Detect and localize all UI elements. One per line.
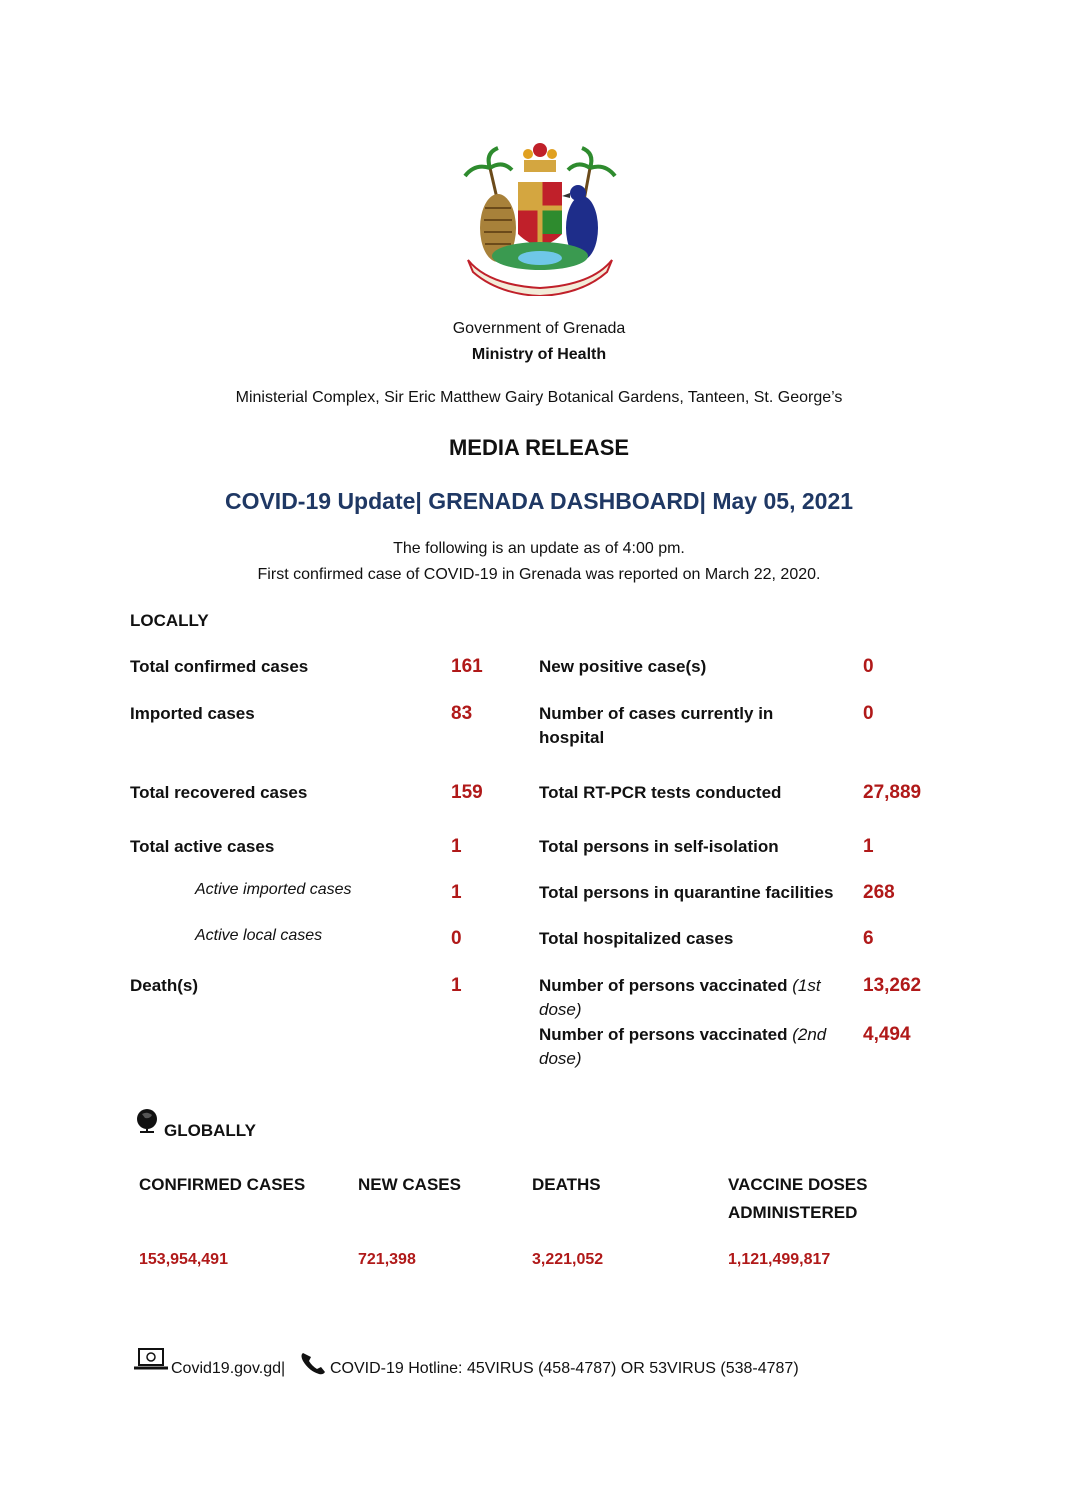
global-heading: GLOBALLY: [164, 1121, 256, 1140]
local-left-label: Death(s): [130, 976, 199, 995]
phone-icon: [299, 1350, 327, 1376]
local-left-label: Imported cases: [130, 704, 255, 723]
label-paren: (1st: [792, 976, 821, 995]
global-header-vaccines: [728, 1171, 868, 1227]
global-header-new: NEW CASES: [358, 1175, 461, 1194]
global-value-confirmed: 153,954,491: [139, 1251, 228, 1268]
label-line: dose): [539, 1000, 582, 1019]
intro-line-2: First confirmed case of COVID-19 in Grenada was reported on March 22, 2020.: [257, 566, 821, 583]
local-left-sublabel: Active local cases: [195, 927, 323, 944]
local-right-label: Total persons in self-isolation: [539, 837, 779, 856]
local-left-value: 1: [451, 882, 462, 903]
local-right-label: Total hospitalized cases: [539, 929, 734, 948]
local-left-value: 0: [451, 928, 462, 949]
label-main: Number of persons vaccinated: [539, 976, 788, 995]
globe-icon: [134, 1108, 160, 1138]
ministry-name: Ministry of Health: [471, 346, 607, 363]
label-main: Number of persons vaccinated: [539, 1025, 788, 1044]
local-left-value: 1: [451, 975, 462, 996]
local-left-label: Total confirmed cases: [130, 657, 309, 676]
hotline-text: COVID-19 Hotline: 45VIRUS (458-4787) OR 53VIRUS (538-4787): [330, 1360, 799, 1377]
local-right-label: [539, 1023, 839, 1071]
local-right-label: New positive case(s): [539, 657, 707, 676]
global-header-deaths: DEATHS: [532, 1175, 601, 1194]
local-left-value: 83: [451, 703, 473, 724]
local-right-value: 0: [863, 703, 874, 724]
local-right-label: Total RT-PCR tests conducted: [539, 783, 782, 802]
local-right-value: 4,494: [863, 1024, 911, 1045]
local-left-value: 161: [451, 656, 483, 677]
page-title: COVID-19 Update| GRENADA DASHBOARD| May 05, 2021: [224, 488, 854, 514]
label-line: dose): [539, 1049, 582, 1068]
label-line: hospital: [539, 728, 605, 747]
label-line: Number of cases currently in: [539, 704, 774, 723]
global-value-vaccines: 1,121,499,817: [728, 1251, 831, 1268]
local-right-label: [539, 702, 839, 750]
local-right-value: 6: [863, 928, 874, 949]
header-line: ADMINISTERED: [728, 1203, 858, 1222]
local-left-value: 1: [451, 836, 462, 857]
local-right-value: 13,262: [863, 975, 922, 996]
intro-line-1: The following is an update as of 4:00 pm.: [393, 540, 685, 557]
local-heading: LOCALLY: [130, 611, 209, 630]
header-line: VACCINE DOSES: [728, 1175, 868, 1194]
local-left-sublabel: Active imported cases: [195, 881, 352, 898]
global-value-new: 721,398: [358, 1251, 416, 1268]
local-left-label: Total recovered cases: [130, 783, 308, 802]
website-link[interactable]: Covid19.gov.gd|: [171, 1360, 286, 1377]
global-value-deaths: 3,221,052: [532, 1251, 604, 1268]
local-right-value: 268: [863, 882, 895, 903]
coat-of-arms-logo: [460, 138, 620, 296]
local-right-value: 27,889: [863, 782, 922, 803]
local-left-label: Total active cases: [130, 837, 275, 856]
label-paren: (2nd: [792, 1025, 827, 1044]
local-right-label: [539, 974, 839, 1022]
local-right-value: 1: [863, 836, 874, 857]
local-right-value: 0: [863, 656, 874, 677]
laptop-icon: [133, 1347, 169, 1371]
government-name: Government of Grenada: [452, 320, 626, 337]
global-header-confirmed: CONFIRMED CASES: [139, 1175, 306, 1194]
local-right-label: Total persons in quarantine facilities: [539, 883, 834, 902]
local-left-value: 159: [451, 782, 483, 803]
address: Ministerial Complex, Sir Eric Matthew Gairy Botanical Gardens, Tanteen, St. George’s: [235, 389, 843, 406]
release-type: MEDIA RELEASE: [448, 435, 630, 460]
